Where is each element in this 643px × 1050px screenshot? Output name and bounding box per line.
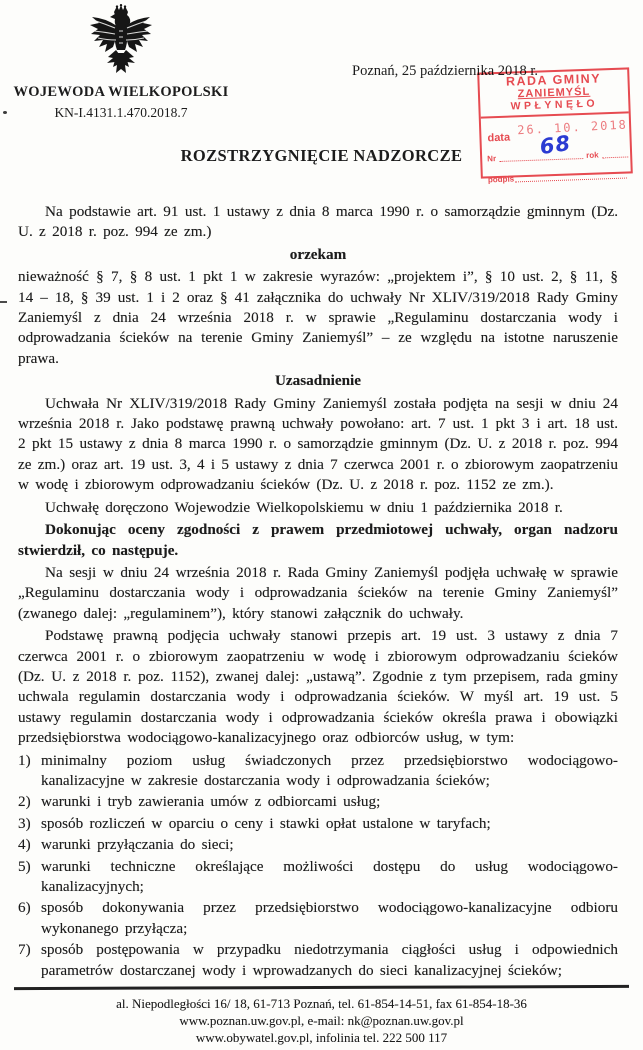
- scan-artifact: [0, 301, 7, 303]
- list-item-text: sposób rozliczeń w oparciu o ceny i stawki opłat ustalone w taryfach;: [41, 814, 491, 832]
- paragraph-legal-ground: Podstawę prawną podjęcia uchwały stanowi przepis art. 19 ust. 3 ustawy z dnia 7 czerwca 2001 r. o zbiorowym zaopatrzeniu w wodę i zbiorowym odprowadzaniu ścieków (Dz. U. z 2018 r. poz. 1152), zwanej dalej: „ustawą”. Zgodnie z tym przepisem, rada gminy uchwala regulamin dostarczania wody i odprowadzania ścieków. W myśl art. 19 ust. 5 ustawy regulamin dostarczania wody i odprowadzania ścieków określa prawa i obowiązki przedsiębiorstwa wodociągowo-kanalizacyjnego oraz odbiorców usług, w tym:: [18, 627, 618, 747]
- list-item: [18, 940, 618, 981]
- list-item-text: warunki przyłączania do sieci;: [41, 836, 234, 854]
- footer-rule: [14, 985, 629, 990]
- heading-uzasadnienie: Uzasadnienie: [274, 372, 362, 390]
- stamp-rok-label: rok: [585, 150, 599, 160]
- list-item-number: 6): [18, 899, 31, 917]
- list-item: [18, 792, 618, 812]
- place-date: Poznań, 25 października 2018 r.: [352, 63, 539, 79]
- letterhead: [0, 4, 242, 121]
- list-item-number: 5): [18, 857, 31, 875]
- list-item-text: minimalny poziom usług świadczonych przez przedsiębiorstwo wodociągowo-kanalizacyjne w zakresie dostarczania wody i odprowadzania ścieków;: [41, 751, 618, 789]
- list-item-text: sposób postępowania w przypadku niedotrzymania ciągłości usług i odpowiednich parametrów dostarczanej wody i wprowadzanych do sieci kanalizacyjnej ścieków;: [41, 941, 618, 979]
- footer-web-line: www.poznan.uw.gov.pl, e-mail: nk@poznan.uw.gov.pl: [179, 1013, 464, 1028]
- heading-orzekam: orzekam: [289, 245, 347, 263]
- document-body: [18, 202, 618, 984]
- list-item-number: 2): [18, 793, 31, 811]
- list-item-text: warunki i tryb zawierania umów z odbiorcami usług;: [41, 793, 381, 811]
- stamp-office-line2: ZANIEMYŚL: [517, 85, 591, 101]
- document-title: ROZSTRZYGNIĘCIE NADZORCZE: [180, 146, 463, 165]
- list-item-number: 4): [18, 836, 31, 854]
- stamp-podpis-label: podpis: [487, 174, 515, 185]
- sender-name: WOJEWODA WIELKOPOLSKI: [13, 84, 229, 100]
- list-item-number: 3): [18, 814, 31, 832]
- letter-footer: [0, 986, 643, 1050]
- stamp-nr-label: Nr: [487, 154, 497, 164]
- stamp-handwritten-number: 68: [538, 130, 573, 160]
- list-item: [18, 898, 618, 939]
- stamp-office-line1: RADA GMINY: [505, 71, 602, 89]
- list-item: [18, 835, 618, 855]
- paragraph-delivery: Uchwałę doręczono Wojewodzie Wielkopolskiemu w dniu 1 października 2018 r.: [45, 498, 563, 516]
- stamp-date-value: 26. 10. 2018: [516, 117, 629, 138]
- footer-infoline: www.obywatel.gov.pl, infolinia tel. 222 500 117: [195, 1030, 448, 1045]
- paragraph-session: Na sesji w dniu 24 września 2018 r. Rada Gminy Zaniemyśl podjęła uchwałę w sprawie „Regulaminu dostarczania wody i odprowadzania ścieków na terenie Gminy Zaniemyśl” (zwanego dalej: „regulaminem”), który stanowi załącznik do uchwały.: [18, 563, 618, 622]
- footer-address-line: al. Niepodległości 16/ 18, 61-713 Poznań, tel. 61-854-14-51, fax 61-854-18-36: [116, 996, 527, 1011]
- list-item-text: sposób dokonywania przez przedsiębiorstwo wodociągowo-kanalizacyjne odbioru wykonanego przyłącza;: [41, 899, 618, 937]
- list-item: [18, 857, 618, 898]
- scan-artifact: [3, 111, 7, 114]
- list-item: [18, 814, 618, 834]
- stamp-date-label: data: [487, 131, 511, 145]
- stamp-received-label: WPŁYNĘŁO: [480, 96, 629, 118]
- list-item-number: 1): [18, 751, 31, 769]
- paragraph-legal-basis: Na podstawie art. 91 ust. 1 ustawy z dnia 8 marca 1990 r. o samorządzie gminnym (Dz. U. z 2018 r. poz. 994 ze zm.): [18, 203, 618, 241]
- stamp-podpis-dotted-line: [515, 178, 627, 183]
- paragraph-resolution-adopted: Uchwała Nr XLIV/319/2018 Rady Gminy Zaniemyśl została podjęta na sesji w dniu 24 września 2018 r. Jako podstawę prawną uchwały powołano: art. 7 ust. 1 pkt 3 i art. 18 ust. 2 pkt 15 ustawy z dnia 8 marca 1990 r. o samorządzie gminnym (Dz. U. z 2018 r. poz. 994 ze zm.) oraz art. 19 ust. 3, 4 i 5 ustawy z dnia 7 czerwca 2001 r. o zbiorowym zaopatrzeniu w wodę i zbiorowym odprowadzaniu ścieków (Dz. U. z 2018 r. poz. 1152 ze zm.).: [18, 394, 618, 494]
- polish-eagle-emblem-icon: [88, 4, 154, 78]
- paragraph-assessment-intro: Dokonując oceny zgodności z prawem przedmiotowej uchwały, organ nadzoru stwierdził, co następuje.: [18, 521, 618, 559]
- paragraph-ruling: nieważność § 7, § 8 ust. 1 pkt 1 w zakresie wyrazów: „projektem i”, § 10 ust. 2, § 11, § 14 – 18, § 39 ust. 1 i 2 oraz § 41 załącznika do uchwały Nr XLIV/319/2018 Rady Gminy Zaniemyśl z dnia 24 września 2018 r. w sprawie „Regulaminu dostarczania wody i odprowadzania ścieków na terenie Gminy Zaniemyśl” – ze względu na istotne naruszenie prawa.: [18, 268, 618, 367]
- reference-number: KN-I.4131.1.470.2018.7: [54, 105, 188, 120]
- list-item: [18, 751, 618, 792]
- list-item-text: warunki techniczne określające możliwości dostępu do usług wodociągowo-kanalizacyjnych;: [41, 857, 618, 895]
- list-item-number: 7): [18, 941, 31, 959]
